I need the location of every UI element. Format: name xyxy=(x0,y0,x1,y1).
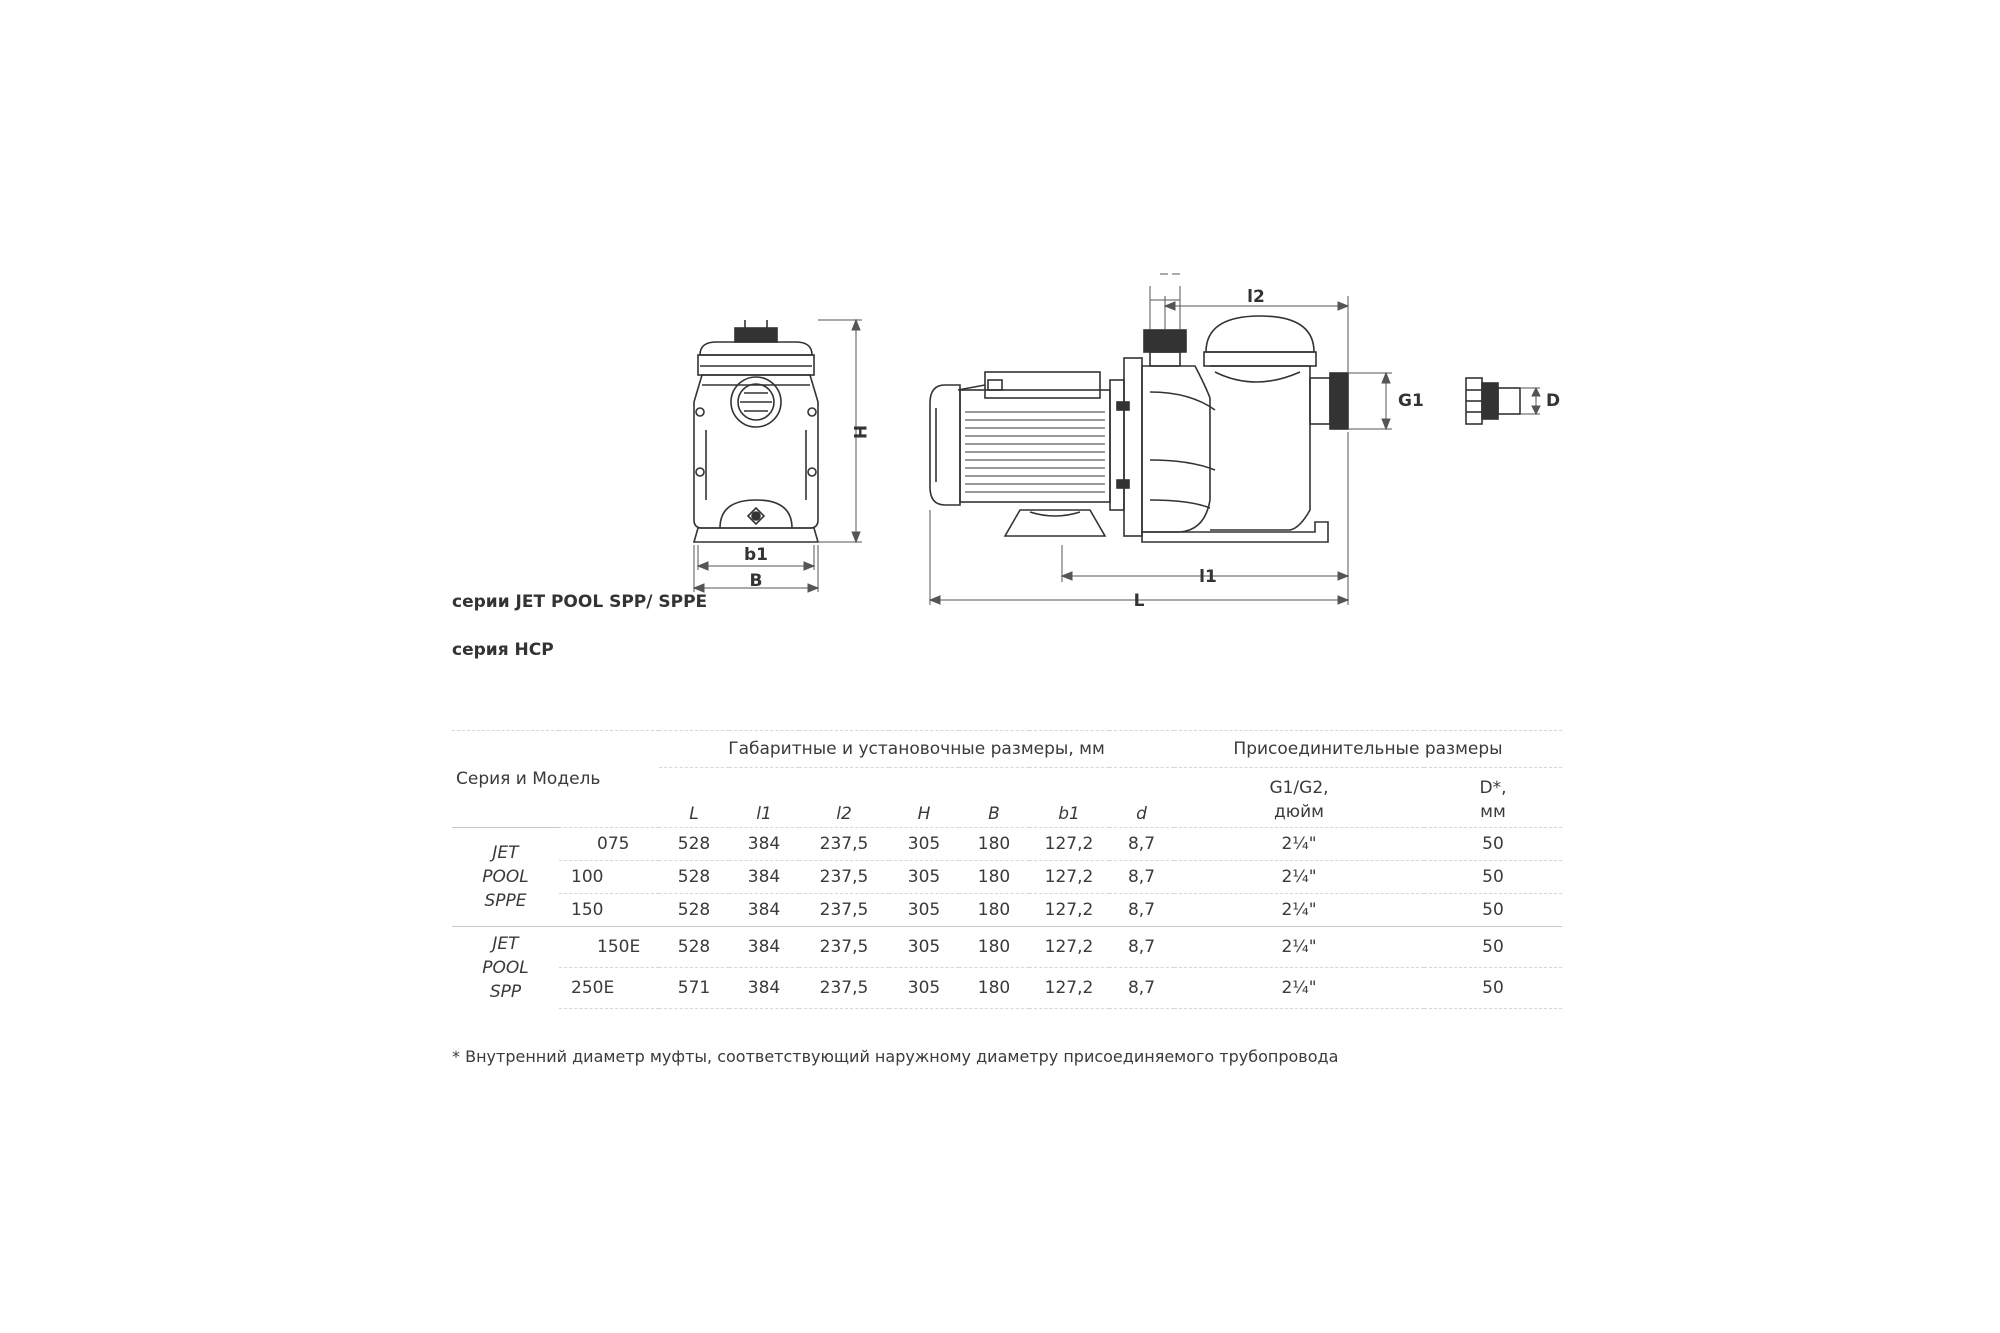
header-connection-dimensions: Присоединительные размеры xyxy=(1174,731,1562,768)
subheader-b1: b1 xyxy=(1029,768,1109,828)
series-line: POOL xyxy=(482,867,529,887)
series-name-spp xyxy=(452,927,559,1009)
cell-L: 528 xyxy=(659,828,729,861)
dimensions-table xyxy=(452,730,1562,1009)
cell-B: 180 xyxy=(959,861,1029,894)
cell-G: 2¼" xyxy=(1174,927,1424,968)
series-line: SPPE xyxy=(484,891,527,911)
dim-label-L: L xyxy=(1133,591,1145,611)
cell-H: 305 xyxy=(889,894,959,927)
header-series-model: Серия и Модель xyxy=(452,731,659,828)
dim-label-G1: G1 xyxy=(1398,391,1424,411)
model-cell: 100 xyxy=(559,861,659,894)
cell-l2: 237,5 xyxy=(799,828,889,861)
model-cell: 250E xyxy=(559,968,659,1009)
cell-H: 305 xyxy=(889,828,959,861)
model-cell: 150E xyxy=(559,927,659,968)
series-caption-hcp: серия HCP xyxy=(452,640,554,660)
cell-H: 305 xyxy=(889,968,959,1009)
cell-l2: 237,5 xyxy=(799,927,889,968)
cell-d: 8,7 xyxy=(1109,894,1174,927)
pump-side-view xyxy=(930,316,1348,542)
table-row xyxy=(452,968,1562,1009)
footnote: * Внутренний диаметр муфты, соответствующий наружному диаметру присоединяемого трубопровода xyxy=(452,1047,1339,1066)
cell-b1: 127,2 xyxy=(1029,968,1109,1009)
subheader-D-line2: мм xyxy=(1480,802,1506,822)
cell-G: 2¼" xyxy=(1174,968,1424,1009)
cell-L: 571 xyxy=(659,968,729,1009)
cell-d: 8,7 xyxy=(1109,828,1174,861)
cell-l2: 237,5 xyxy=(799,861,889,894)
cell-D: 50 xyxy=(1424,968,1562,1009)
table-row xyxy=(452,861,1562,894)
cell-l2: 237,5 xyxy=(799,894,889,927)
cell-b1: 127,2 xyxy=(1029,927,1109,968)
model-cell: 075 xyxy=(559,828,659,861)
cell-d: 8,7 xyxy=(1109,968,1174,1009)
pump-front-view xyxy=(694,320,818,542)
subheader-l1: l1 xyxy=(729,768,799,828)
cell-L: 528 xyxy=(659,861,729,894)
cell-H: 305 xyxy=(889,927,959,968)
pump-technical-drawing xyxy=(0,0,2000,640)
header-overall-dimensions: Габаритные и установочные размеры, мм xyxy=(659,731,1174,768)
cell-B: 180 xyxy=(959,894,1029,927)
cell-D: 50 xyxy=(1424,894,1562,927)
series-line: JET xyxy=(492,843,519,863)
table-row xyxy=(452,828,1562,861)
cell-D: 50 xyxy=(1424,828,1562,861)
cell-B: 180 xyxy=(959,828,1029,861)
cell-b1: 127,2 xyxy=(1029,828,1109,861)
cell-b1: 127,2 xyxy=(1029,894,1109,927)
subheader-L: L xyxy=(659,768,729,828)
table-header-row xyxy=(452,731,1562,768)
cell-l1: 384 xyxy=(729,894,799,927)
cell-G: 2¼" xyxy=(1174,861,1424,894)
dim-label-D: D xyxy=(1546,391,1561,411)
dim-label-H: H xyxy=(849,424,869,440)
cell-l1: 384 xyxy=(729,828,799,861)
dimension-lines xyxy=(694,274,1540,605)
series-line: SPP xyxy=(489,981,522,1002)
model-cell: 150 xyxy=(559,894,659,927)
cell-L: 528 xyxy=(659,894,729,927)
series-line: POOL xyxy=(482,957,529,978)
subheader-H: H xyxy=(889,768,959,828)
cell-l1: 384 xyxy=(729,927,799,968)
series-line: JET xyxy=(492,933,519,954)
cell-H: 305 xyxy=(889,861,959,894)
subheader-g1-g2 xyxy=(1174,768,1424,828)
cell-D: 50 xyxy=(1424,927,1562,968)
table-row xyxy=(452,894,1562,927)
subheader-D xyxy=(1424,768,1562,828)
cell-d: 8,7 xyxy=(1109,927,1174,968)
dim-label-b1: b1 xyxy=(744,545,768,565)
dim-label-l1: l1 xyxy=(1199,567,1217,587)
cell-d: 8,7 xyxy=(1109,861,1174,894)
subheader-d: d xyxy=(1109,768,1174,828)
subheader-g-line2: дюйм xyxy=(1274,802,1324,822)
series-caption-jet-pool: серии JET POOL SPP/ SPPE xyxy=(452,592,708,612)
cell-D: 50 xyxy=(1424,861,1562,894)
table-row xyxy=(452,927,1562,968)
cell-b1: 127,2 xyxy=(1029,861,1109,894)
cell-G: 2¼" xyxy=(1174,828,1424,861)
dim-label-B: B xyxy=(749,571,763,591)
subheader-g-line1: G1/G2, xyxy=(1269,778,1329,798)
cell-B: 180 xyxy=(959,927,1029,968)
subheader-B: B xyxy=(959,768,1029,828)
cell-L: 528 xyxy=(659,927,729,968)
cell-l1: 384 xyxy=(729,861,799,894)
series-name-sppe xyxy=(452,828,559,927)
cell-B: 180 xyxy=(959,968,1029,1009)
pipe-union-fitting xyxy=(1466,378,1520,424)
dim-label-l2: l2 xyxy=(1247,287,1265,307)
subheader-l2: l2 xyxy=(799,768,889,828)
subheader-D-line1: D*, xyxy=(1479,778,1507,798)
cell-l1: 384 xyxy=(729,968,799,1009)
cell-G: 2¼" xyxy=(1174,894,1424,927)
cell-l2: 237,5 xyxy=(799,968,889,1009)
